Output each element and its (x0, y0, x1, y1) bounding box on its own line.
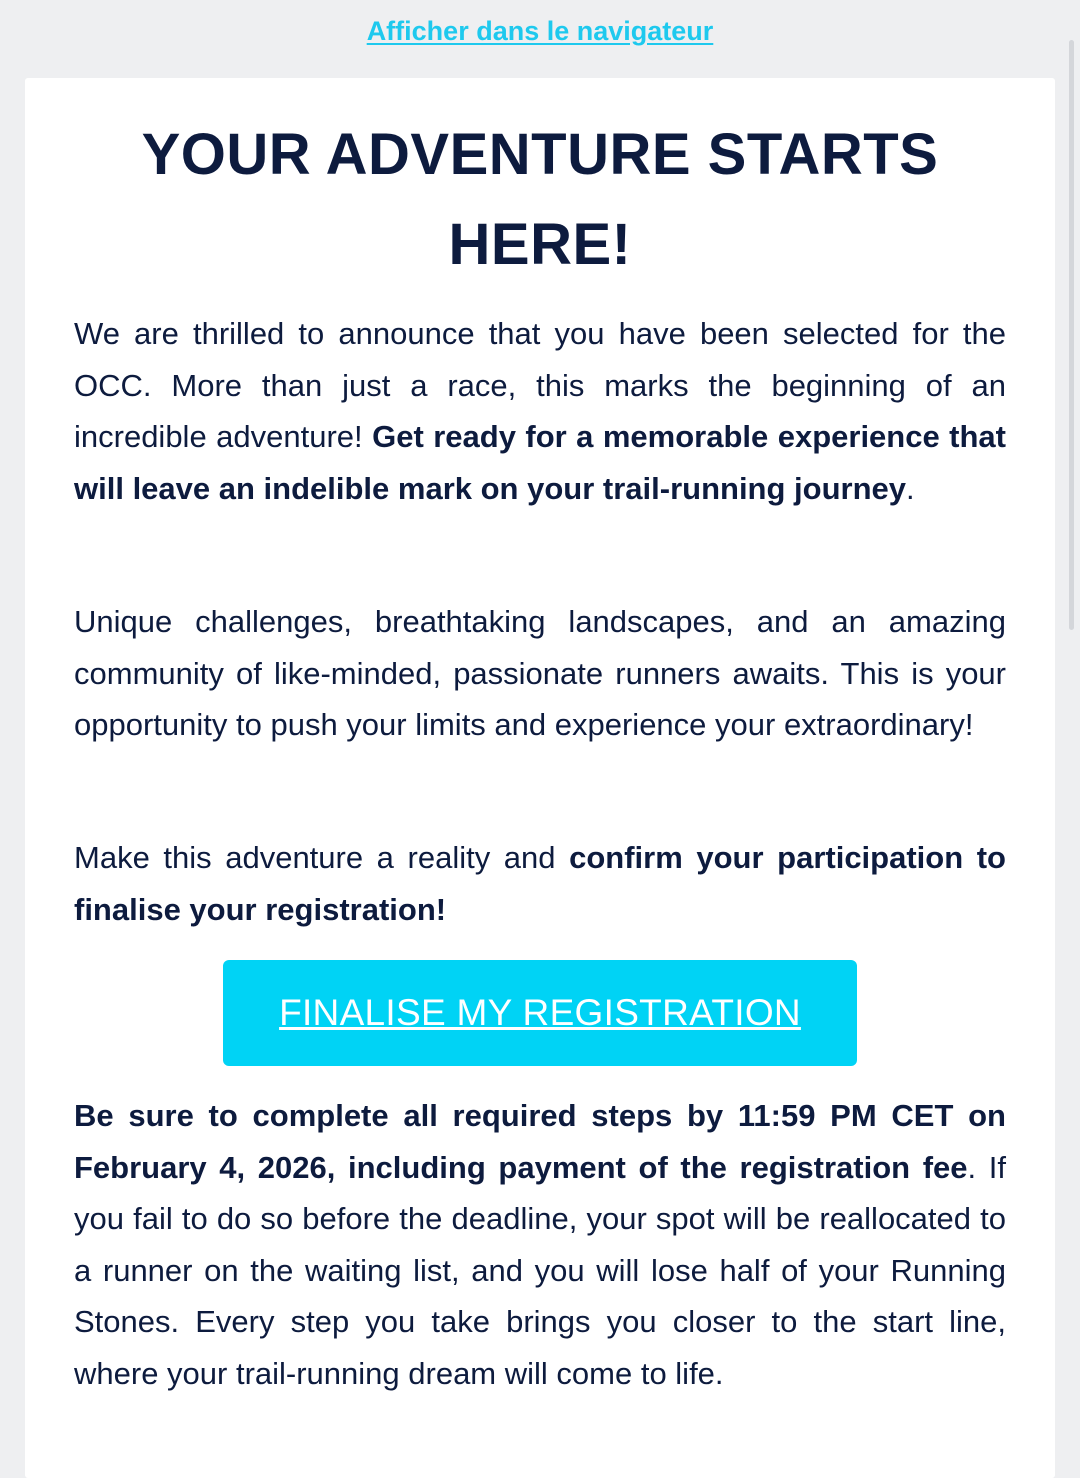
intro-bold-text: Get ready for a memorable experience that will leave an indelible mark on your trail-running journey (74, 419, 1006, 506)
scrollbar[interactable] (1069, 40, 1074, 630)
intro-paragraph (74, 308, 1006, 514)
view-in-browser-link[interactable]: Afficher dans le navigateur (366, 16, 714, 46)
deadline-text: . If you fail to do so before the deadline, your spot will be reallocated to a runner on the waiting list, and you will lose half of your Running Stones. Every step you take brings you closer to the start line, where your trail-running dream will come to life. (74, 1149, 1007, 1391)
confirm-paragraph (74, 832, 1006, 935)
intro-text: We are thrilled to announce that you have been selected for the OCC. More than just a race, this marks the beginning of an incredible adventure! (74, 316, 1006, 454)
intro-end: . (906, 470, 915, 506)
confirm-bold-text: confirm your participation to finalise your registration! (74, 840, 1006, 927)
challenges-paragraph: Unique challenges, breathtaking landscapes, and an amazing community of like-minded, passionate runners awaits. This is your opportunity to push your limits and experience your extraordinary! (74, 604, 1006, 742)
headline: YOUR ADVENTURE STARTS HERE! (141, 122, 939, 277)
email-preheader (0, 0, 1080, 68)
finalise-registration-button[interactable]: FINALISE MY REGISTRATION (223, 960, 857, 1066)
deadline-bold-text: Be sure to complete all required steps by 11:59 PM CET on February 4, 2026, including payment of the registration fee (74, 1098, 1006, 1185)
email-card (25, 78, 1055, 1478)
confirm-text: Make this adventure a reality and (74, 840, 570, 875)
deadline-paragraph (74, 1090, 1006, 1399)
